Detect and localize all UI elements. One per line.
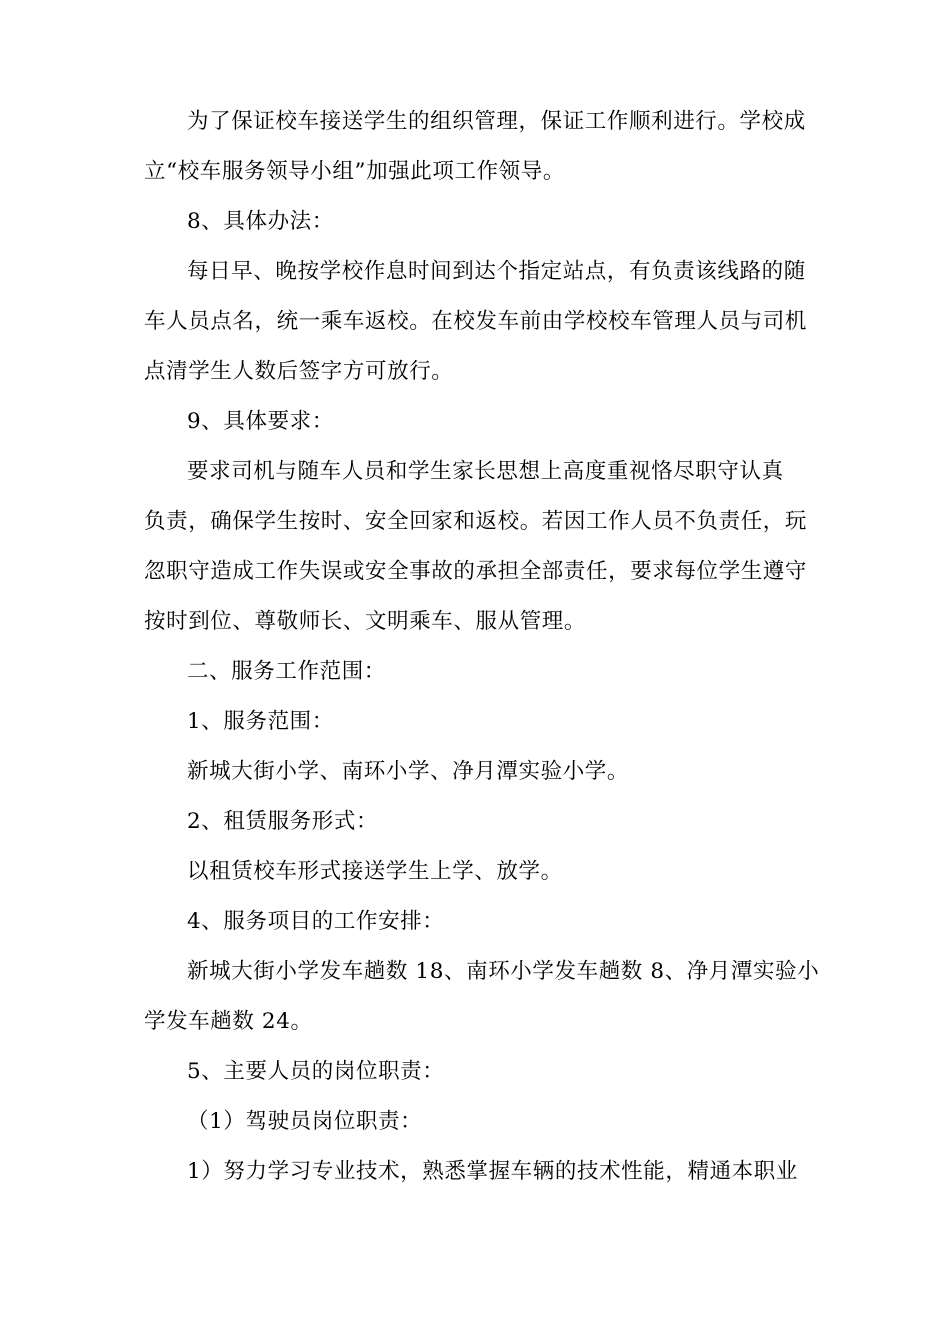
paragraph <box>144 647 824 697</box>
text-line: 新城大街小学、南环小学、净月潭实验小学。 <box>187 759 630 784</box>
text-line: 学发车趟数 24。 <box>144 1009 313 1034</box>
paragraph <box>144 97 824 197</box>
text-line: 每日早、晚按学校作息时间到达个指定站点，有负责该线路的随 <box>187 259 806 284</box>
text-line: 2、租赁服务形式： <box>187 809 379 834</box>
paragraph <box>144 1097 824 1147</box>
text-line: 负责，确保学生按时、安全回家和返校。若因工作人员不负责任，玩 <box>144 509 808 534</box>
text-line: 忽职守造成工作失误或安全事故的承担全部责任，要求每位学生遵守 <box>144 559 808 584</box>
text-line: 8、具体办法： <box>187 209 334 234</box>
text-line: （1）驾驶员岗位职责： <box>187 1109 423 1134</box>
paragraph <box>144 747 824 797</box>
text-line: 9、具体要求： <box>187 409 334 434</box>
text-line: 要求司机与随车人员和学生家长思想上高度重视恪尽职守认真 <box>187 459 784 484</box>
text-line: 1）努力学习专业技术，熟悉掌握车辆的技术性能，精通本职业 <box>187 1159 798 1184</box>
paragraph <box>144 247 824 397</box>
paragraph <box>144 397 824 447</box>
paragraph <box>144 697 824 747</box>
text-line: 为了保证校车接送学生的组织管理，保证工作顺利进行。学校成 <box>187 109 806 134</box>
paragraph <box>144 797 824 847</box>
text-line: 二、服务工作范围： <box>187 659 386 684</box>
document-body <box>144 97 824 1197</box>
paragraph <box>144 197 824 247</box>
paragraph <box>144 947 824 1047</box>
paragraph <box>144 447 824 647</box>
text-line: 新城大街小学发车趟数 18、南环小学发车趟数 8、净月潭实验小 <box>187 959 820 984</box>
paragraph <box>144 1147 824 1197</box>
paragraph <box>144 897 824 947</box>
text-line: 以租赁校车形式接送学生上学、放学。 <box>187 859 563 884</box>
text-line: 立“校车服务领导小组”加强此项工作领导。 <box>144 159 565 184</box>
text-line: 4、服务项目的工作安排： <box>187 909 445 934</box>
paragraph <box>144 847 824 897</box>
text-line: 车人员点名，统一乘车返校。在校发车前由学校校车管理人员与司机 <box>144 309 808 334</box>
text-line: 1、服务范围： <box>187 709 334 734</box>
text-line: 按时到位、尊敬师长、文明乘车、服从管理。 <box>144 609 587 634</box>
paragraph <box>144 1047 824 1097</box>
text-line: 点清学生人数后签字方可放行。 <box>144 359 454 384</box>
text-line: 5、主要人员的岗位职责： <box>187 1059 445 1084</box>
